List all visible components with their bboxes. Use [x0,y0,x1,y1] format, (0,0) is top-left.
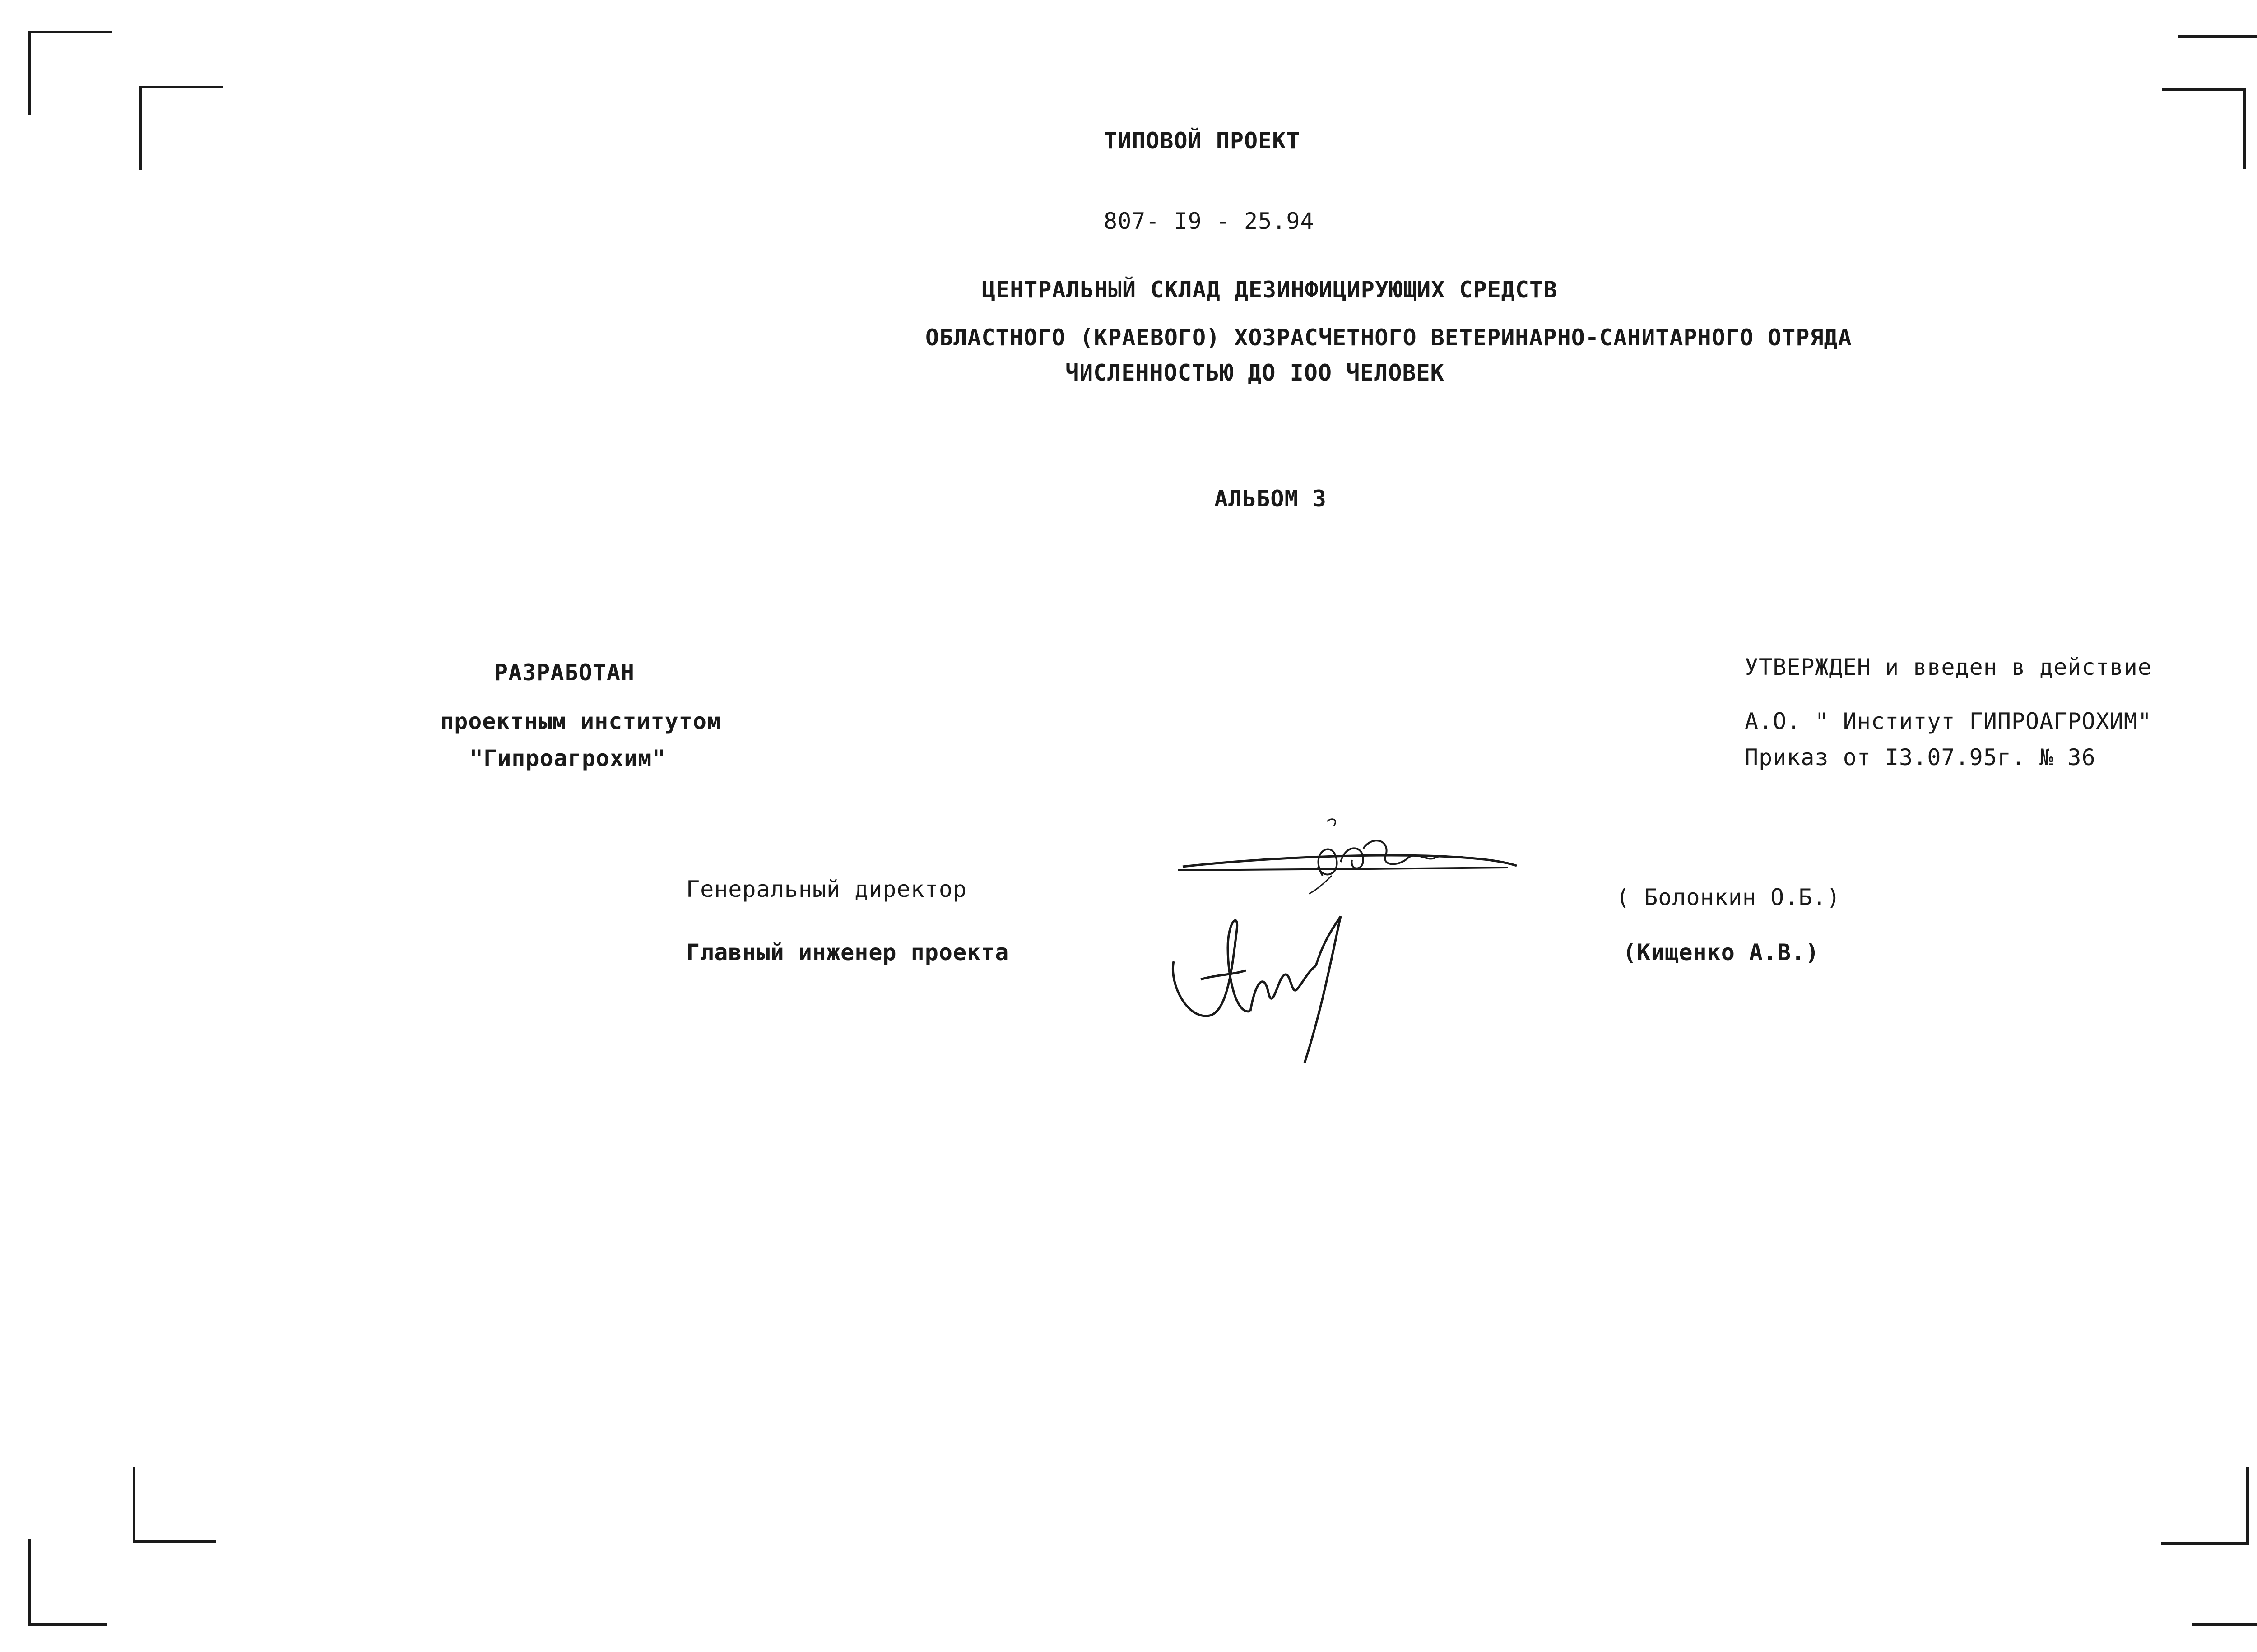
developed-heading: РАЗРАБОТАН [494,659,635,686]
chief-engineer-signature-icon [1160,903,1368,1070]
approved-line-1: УТВЕРЖДЕН и введен в действие [1745,654,2152,680]
signatory-name-1: ( Болонкин О.Б.) [1616,884,1841,910]
crop-mark-top-left-outer [28,31,112,115]
crop-mark-top-left-inner [139,86,223,170]
crop-mark-top-right-inner [2162,88,2246,169]
signatory-name-2: (Кищенко А.В.) [1623,939,1820,965]
title-line-1: ЦЕНТРАЛЬНЫЙ СКЛАД ДЕЗИНФИЦИРУЮЩИХ СРЕДСТВ [982,277,1558,303]
crop-mark-bottom-right-outer [2192,1544,2257,1626]
developed-line-2: "Гипроагрохим" [469,745,666,771]
doc-type: ТИПОВОЙ ПРОЕКТ [1104,128,1300,154]
crop-mark-bottom-left-outer [28,1539,107,1626]
approved-line-3: Приказ от I3.07.95г. № 36 [1745,744,2096,770]
project-number: 807- I9 - 25.94 [1104,208,1314,234]
approved-line-2: А.О. " Институт ГИПРОАГРОХИМ" [1745,708,2152,734]
director-signature-icon [1174,812,1526,903]
signatory-position-2: Главный инженер проекта [686,939,1009,965]
signatory-position-1: Генеральный директор [686,876,967,902]
developed-line-1: проектным институтом [440,708,721,734]
title-line-3: ЧИСЛЕННОСТЬЮ ДО IOO ЧЕЛОВЕК [1065,360,1444,386]
crop-mark-bottom-left-inner [133,1467,216,1543]
album-number: АЛЬБОМ 3 [1214,486,1327,512]
crop-mark-bottom-right-inner [2161,1467,2249,1545]
title-line-2: ОБЛАСТНОГО (КРАЕВОГО) ХОЗРАСЧЕТНОГО ВЕТЕРИНАРНО-САНИТАРНОГО ОТРЯДА [925,325,1852,351]
